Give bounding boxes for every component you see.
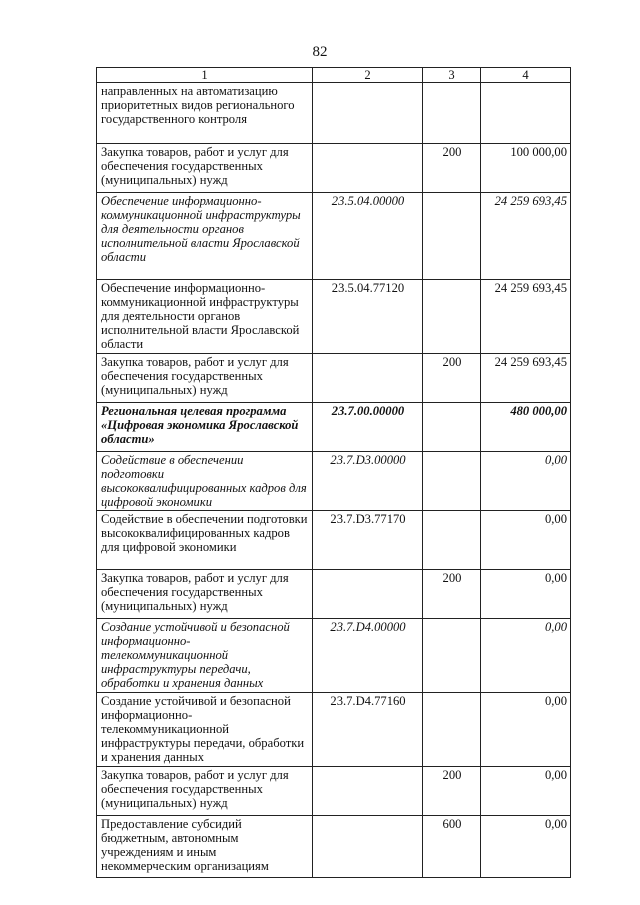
cell-amount: 24 259 693,45 — [481, 193, 571, 280]
cell-expense-type — [423, 452, 481, 511]
budget-table — [96, 67, 571, 878]
cell-expense-type: 200 — [423, 570, 481, 619]
table-row — [97, 816, 571, 878]
cell-expense-type: 600 — [423, 816, 481, 878]
table-row — [97, 452, 571, 511]
cell-amount: 0,00 — [481, 511, 571, 570]
cell-expense-type — [423, 83, 481, 144]
cell-code — [313, 816, 423, 878]
cell-code — [313, 83, 423, 144]
column-header-code: 2 — [313, 68, 423, 83]
cell-name: Региональная целевая программа «Цифровая экономика Ярославской области» — [97, 403, 313, 452]
table-row — [97, 403, 571, 452]
cell-expense-type: 200 — [423, 354, 481, 403]
page-number: 82 — [312, 44, 328, 60]
cell-name: Закупка товаров, работ и услуг для обеспечения государственных (муниципальных) нужд — [97, 767, 313, 816]
cell-expense-type: 200 — [423, 144, 481, 193]
cell-name: Закупка товаров, работ и услуг для обеспечения государственных (муниципальных) нужд — [97, 570, 313, 619]
cell-amount: 100 000,00 — [481, 144, 571, 193]
cell-name: направленных на автоматизацию приоритетных видов регионального государственного контроля — [97, 83, 313, 144]
column-header-type: 3 — [423, 68, 481, 83]
cell-code — [313, 144, 423, 193]
cell-code: 23.5.04.00000 — [313, 193, 423, 280]
table-body — [97, 83, 571, 878]
cell-name: Предоставление субсидий бюджетным, автономным учреждениям и иным некоммерческим организациям — [97, 816, 313, 878]
cell-amount — [481, 83, 571, 144]
column-header-name: 1 — [97, 68, 313, 83]
cell-name: Закупка товаров, работ и услуг для обеспечения государственных (муниципальных) нужд — [97, 144, 313, 193]
cell-expense-type — [423, 193, 481, 280]
cell-amount: 24 259 693,45 — [481, 280, 571, 354]
cell-expense-type — [423, 619, 481, 693]
cell-code: 23.7.D3.00000 — [313, 452, 423, 511]
cell-amount: 0,00 — [481, 570, 571, 619]
cell-code — [313, 570, 423, 619]
table-row — [97, 354, 571, 403]
cell-expense-type — [423, 280, 481, 354]
cell-name: Содействие в обеспечении подготовки высококвалифицированных кадров для цифровой экономики — [97, 452, 313, 511]
cell-amount: 0,00 — [481, 767, 571, 816]
table-header-row — [97, 68, 571, 83]
cell-name: Обеспечение информационно-коммуникационной инфраструктуры для деятельности органов исполнительной власти Ярославской области — [97, 193, 313, 280]
cell-code — [313, 767, 423, 816]
cell-amount: 0,00 — [481, 619, 571, 693]
table-row — [97, 511, 571, 570]
cell-amount: 0,00 — [481, 693, 571, 767]
cell-amount: 0,00 — [481, 452, 571, 511]
cell-code: 23.7.D4.00000 — [313, 619, 423, 693]
table-row — [97, 144, 571, 193]
cell-name: Создание устойчивой и безопасной информационно-телекоммуникационной инфраструктуры передачи, обработки и хранения данных — [97, 619, 313, 693]
table-row — [97, 570, 571, 619]
cell-name: Закупка товаров, работ и услуг для обеспечения государственных (муниципальных) нужд — [97, 354, 313, 403]
cell-name: Обеспечение информационно-коммуникационной инфраструктуры для деятельности органов исполнительной власти Ярославской области — [97, 280, 313, 354]
table-row — [97, 767, 571, 816]
cell-amount: 0,00 — [481, 816, 571, 878]
cell-code: 23.7.D4.77160 — [313, 693, 423, 767]
cell-code: 23.7.00.00000 — [313, 403, 423, 452]
cell-name: Создание устойчивой и безопасной информационно-телекоммуникационной инфраструктуры передачи, обработки и хранения данных — [97, 693, 313, 767]
table-row — [97, 193, 571, 280]
cell-expense-type — [423, 511, 481, 570]
cell-name: Содействие в обеспечении подготовки высококвалифицированных кадров для цифровой экономики — [97, 511, 313, 570]
cell-amount: 480 000,00 — [481, 403, 571, 452]
cell-code: 23.7.D3.77170 — [313, 511, 423, 570]
cell-code: 23.5.04.77120 — [313, 280, 423, 354]
cell-code — [313, 354, 423, 403]
cell-expense-type: 200 — [423, 767, 481, 816]
table-row — [97, 280, 571, 354]
column-header-amount: 4 — [481, 68, 571, 83]
cell-amount: 24 259 693,45 — [481, 354, 571, 403]
table-row — [97, 693, 571, 767]
cell-expense-type — [423, 403, 481, 452]
table-row — [97, 83, 571, 144]
table-row — [97, 619, 571, 693]
cell-expense-type — [423, 693, 481, 767]
